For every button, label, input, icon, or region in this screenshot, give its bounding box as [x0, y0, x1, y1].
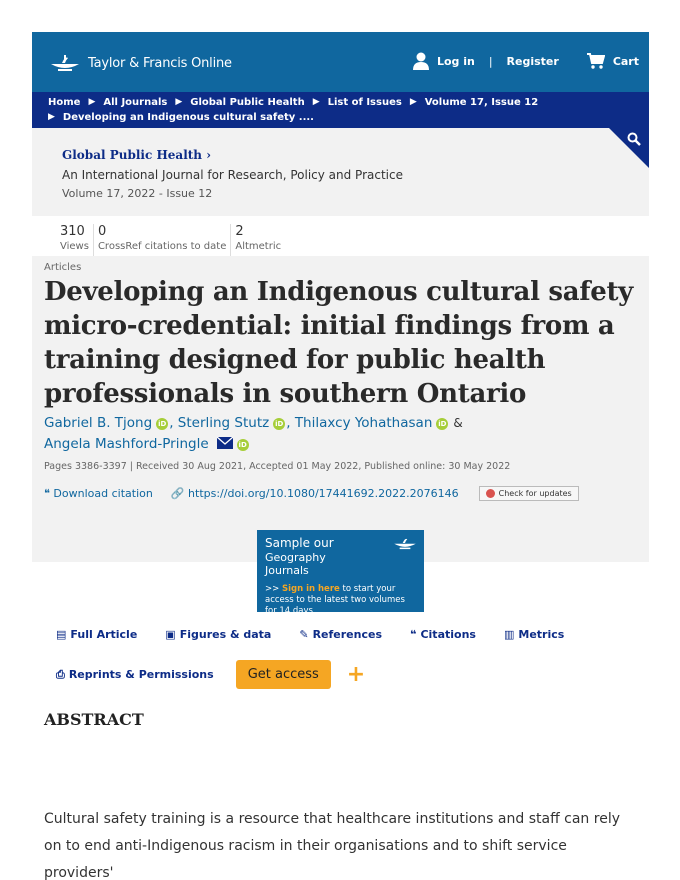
orcid-icon[interactable]: iD — [238, 441, 247, 449]
author-amp: & — [453, 416, 463, 430]
breadcrumb-all-journals[interactable]: All Journals — [103, 97, 168, 108]
abstract-heading: ABSTRACT — [44, 710, 144, 729]
crossmark-icon — [486, 489, 495, 498]
breadcrumb-arrow-icon: ▶ — [175, 97, 183, 107]
author-separator: , — [286, 415, 291, 431]
article-title: Developing an Indigenous cultural safety micro-credential: initial findings from a training designed for public health professionals in southern Ontario — [44, 277, 633, 409]
metric-label: Views — [60, 241, 89, 252]
lamp-logo-icon — [392, 536, 418, 550]
breadcrumb-row — [48, 110, 633, 125]
breadcrumb-volume[interactable]: Volume 17, Issue 12 — [424, 97, 539, 108]
user-icon — [413, 52, 429, 70]
get-access-button[interactable]: Get access — [236, 660, 331, 689]
download-citation-label: Download citation — [53, 487, 153, 500]
breadcrumb-arrow-icon: ▶ — [409, 97, 417, 107]
print-icon: ⎙ — [56, 667, 65, 681]
author-name[interactable]: Angela Mashford-Pringle — [44, 436, 209, 452]
orcid-icon[interactable]: iD — [438, 420, 447, 428]
cart-label: Cart — [612, 54, 639, 68]
site-logo[interactable] — [48, 54, 232, 72]
orcid-icon[interactable]: iD — [158, 420, 167, 428]
doi-label: https://doi.org/10.1080/17441692.2022.2076146 — [188, 487, 459, 500]
lamp-logo-icon — [48, 54, 82, 72]
publication-dates: Pages 3386-3397 | Received 30 Aug 2021, Accepted 01 May 2022, Published online: 30 May 2022 — [44, 461, 511, 472]
reprints-label: Reprints & Permissions — [68, 668, 214, 681]
journal-banner — [32, 128, 649, 216]
ad-signin-link[interactable]: Sign in here — [281, 584, 340, 594]
citation-links — [44, 486, 637, 501]
author-name[interactable]: Thilaxcy Yohathasan — [294, 415, 433, 431]
journal-subtitle: An International Journal for Research, Policy and Practice — [62, 168, 403, 182]
metric-value: 0 — [97, 224, 107, 239]
cart-link[interactable] — [587, 53, 639, 69]
ad-line: Geography — [265, 551, 326, 564]
image-icon: ▣ — [165, 628, 176, 641]
link-icon: 🔗 — [170, 487, 185, 500]
doi-link[interactable] — [171, 487, 459, 500]
metric-crossref[interactable] — [94, 224, 231, 256]
ad-line: Journals — [265, 564, 309, 577]
breadcrumb — [32, 92, 649, 128]
search-icon[interactable] — [627, 132, 641, 146]
tab-citations[interactable] — [410, 628, 476, 641]
envelope-icon[interactable] — [217, 437, 233, 449]
site-header — [32, 32, 649, 92]
author-list — [44, 413, 637, 455]
tab-label: Metrics — [518, 628, 565, 641]
metric-label: Altmetric — [235, 241, 282, 252]
breadcrumb-issues[interactable]: List of Issues — [327, 97, 402, 108]
breadcrumb-row — [48, 95, 633, 110]
metric-value: 310 — [60, 224, 85, 239]
ad-cta — [265, 584, 416, 617]
breadcrumb-current: Developing an Indigenous cultural safety .... — [62, 112, 314, 123]
ad-cta-text: to start your access to the latest two volumes for 14 days — [265, 584, 405, 616]
article-header — [32, 256, 649, 562]
metric-value: 2 — [235, 224, 244, 239]
orcid-icon[interactable]: iD — [275, 420, 284, 428]
metric-altmetric[interactable] — [231, 224, 285, 256]
login-link[interactable] — [413, 52, 475, 70]
plus-icon[interactable]: + — [346, 661, 366, 687]
tab-full-article[interactable] — [56, 628, 137, 641]
document-icon: ▤ — [56, 628, 67, 641]
journal-issue[interactable]: Volume 17, 2022 - Issue 12 — [62, 187, 213, 200]
check-updates-label: Check for updates — [498, 489, 572, 498]
ad-line: Sample our — [265, 536, 334, 550]
breadcrumb-arrow-icon: ▶ — [48, 112, 55, 122]
abstract-text: Cultural safety training is a resource that healthcare institutions and staff can rely on to end anti-Indigenous racism in their organisations and to shift service providers' — [44, 811, 620, 880]
article-metrics — [32, 216, 649, 256]
tab-label: References — [312, 628, 382, 641]
article-actions — [56, 660, 365, 689]
brand-name: Taylor & Francis Online — [88, 55, 232, 71]
reprints-link[interactable] — [56, 668, 214, 682]
register-link[interactable]: Register — [506, 54, 559, 68]
user-bar — [413, 52, 639, 70]
tab-references[interactable] — [299, 628, 382, 641]
article-type: Articles — [44, 262, 82, 273]
check-updates-button[interactable] — [479, 486, 579, 501]
tab-label: Citations — [420, 628, 476, 641]
metric-label: CrossRef citations to date — [97, 241, 227, 252]
breadcrumb-home[interactable]: Home — [48, 97, 81, 108]
quote-icon: ❝ — [410, 628, 417, 641]
download-citation-link[interactable] — [44, 487, 153, 500]
page-frame — [32, 32, 649, 562]
cart-icon — [587, 53, 605, 69]
geography-ad-banner[interactable] — [257, 530, 424, 616]
article-tabs — [56, 628, 564, 641]
breadcrumb-arrow-icon: ▶ — [312, 97, 320, 107]
login-label: Log in — [436, 54, 475, 68]
author-separator: , — [169, 415, 174, 431]
journal-title[interactable]: Global Public Health › — [62, 148, 212, 162]
tab-label: Figures & data — [179, 628, 272, 641]
ad-cta-prefix: >> — [265, 584, 282, 594]
pen-icon: ✎ — [299, 628, 309, 641]
tab-label: Full Article — [70, 628, 138, 641]
tab-figures[interactable] — [165, 628, 271, 641]
author-name[interactable]: Gabriel B. Tjong — [44, 415, 153, 431]
author-name[interactable]: Sterling Stutz — [177, 415, 270, 431]
quote-icon: ❝ — [44, 487, 50, 500]
header-separator: | — [488, 54, 493, 68]
metric-views — [56, 224, 94, 256]
bar-chart-icon: ▥ — [503, 628, 515, 641]
breadcrumb-arrow-icon: ▶ — [88, 97, 96, 107]
tab-metrics[interactable] — [504, 628, 564, 641]
breadcrumb-journal[interactable]: Global Public Health — [190, 97, 305, 108]
